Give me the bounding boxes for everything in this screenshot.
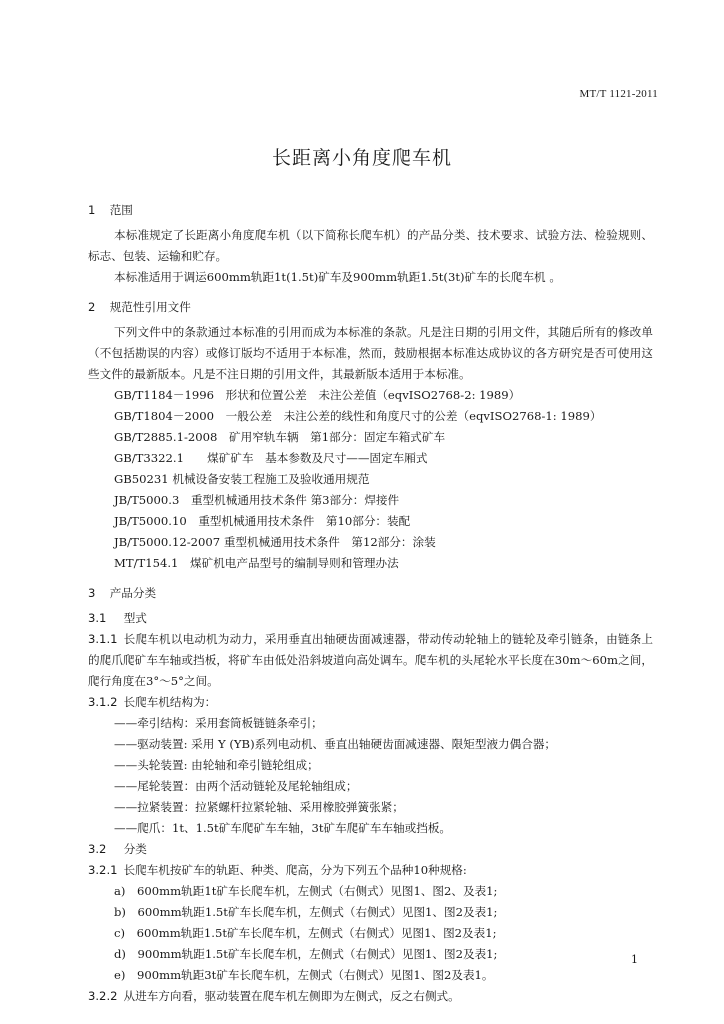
variant-item: e) 900mm轨距3t矿车长爬车机，左侧式（右侧式）见图1、图2及表1。 bbox=[114, 968, 494, 982]
clause-text: 长爬车机结构为： bbox=[123, 695, 217, 709]
section-number: 3 bbox=[88, 586, 96, 600]
standard-code: MT/T 1121-2011 bbox=[579, 88, 658, 100]
reference-item: JB/T5000.3 重型机械通用技术条件 第3部分：焊接件 bbox=[114, 493, 400, 507]
clause-number: 3.2 bbox=[88, 842, 107, 856]
reference-item: MT/T154.1 煤矿机电产品型号的编制导则和管理办法 bbox=[114, 556, 399, 570]
reference-item: GB/T1804－2000 一般公差 未注公差的线性和角度尺寸的公差（eqvISO2768-1: 1989） bbox=[114, 409, 602, 423]
section-title: 规范性引用文件 bbox=[109, 300, 191, 314]
document-body bbox=[88, 200, 653, 1007]
section-number: 1 bbox=[88, 203, 96, 217]
clause-number: 3.1.2 bbox=[88, 695, 118, 709]
clause-title: 分类 bbox=[123, 842, 147, 856]
references-intro-paragraph: 下列文件中的条款通过本标准的引用而成为本标准的条款。凡是注日期的引用文件，其随后所有的修改单（不包括勘误的内容）或修订版均不适用于本标准，然而，鼓励根据本标准达成协议的各方研究是否可使用这些文件的最新版本。凡是不注日期的引用文件，其最新版本适用于本标准。 bbox=[88, 325, 653, 381]
clause-number: 3.2.1 bbox=[88, 863, 118, 877]
page-number: 1 bbox=[631, 953, 638, 966]
structure-item: ——头轮装置: 由轮轴和牵引链轮组成； bbox=[114, 758, 319, 772]
clause-number: 3.1 bbox=[88, 611, 107, 625]
clause-text: 长爬车机以电动机为动力，采用垂直出轴硬齿面减速器，带动传动轮轴上的链轮及牵引链条，由链条上的爬爪爬矿车车轴或挡板，将矿车由低处沿斜坡道向高处调车。爬车机的头尾轮水平长度在30m～60m之间，爬行角度在3°～5°之间。 bbox=[88, 632, 653, 688]
clause-text: 从进车方向看，驱动装置在爬车机左侧即为左侧式，反之右侧式。 bbox=[123, 989, 460, 1003]
scope-paragraph-2: 本标准适用于调运600mm轨距1t(1.5t)矿车及900mm轨距1.5t(3t)矿车的长爬车机 。 bbox=[114, 270, 561, 284]
reference-item: GB/T1184－1996 形状和位置公差 未注公差值（eqvISO2768-2: 1989） bbox=[114, 388, 521, 402]
section-2-heading bbox=[88, 297, 653, 318]
variant-item: a) 600mm轨距1t矿车长爬车机，左侧式（右侧式）见图1、图2、及表1; bbox=[114, 884, 498, 898]
structure-item: ——拉紧装置：拉紧螺杆拉紧轮轴、采用橡胶弹簧张紧； bbox=[114, 800, 404, 814]
document-title: 长距离小角度爬车机 bbox=[271, 147, 452, 169]
clause-number: 3.2.2 bbox=[88, 989, 118, 1003]
reference-item: JB/T5000.10 重型机械通用技术条件 第10部分：装配 bbox=[114, 514, 411, 528]
reference-item: GB50231 机械设备安装工程施工及验收通用规范 bbox=[114, 472, 370, 486]
section-title: 产品分类 bbox=[109, 586, 157, 600]
structure-item: ——牵引结构：采用套筒板链链条牵引； bbox=[114, 716, 323, 730]
scope-paragraph-1: 本标准规定了长距离小角度爬车机（以下简称长爬车机）的产品分类、技术要求、试验方法、检验规则、标志、包装、运输和贮存。 bbox=[88, 228, 653, 263]
section-3-heading bbox=[88, 583, 653, 604]
clause-number: 3.1.1 bbox=[88, 632, 118, 646]
clause-3-2-2 bbox=[88, 986, 653, 1007]
reference-item: GB/T2885.1-2008 矿用窄轨车辆 第1部分：固定车箱式矿车 bbox=[114, 430, 446, 444]
section-number: 2 bbox=[88, 300, 96, 314]
structure-item: ——驱动装置: 采用 Y (YB)系列电动机、垂直出轴硬齿面减速器、限矩型液力偶合器； bbox=[114, 737, 557, 751]
clause-3-2-1 bbox=[88, 860, 653, 881]
clause-3-1-2 bbox=[88, 692, 653, 713]
variant-item: c) 600mm轨距1.5t矿车长爬车机，左侧式（右侧式）见图1、图2及表1; bbox=[114, 926, 497, 940]
reference-item: JB/T5000.12-2007 重型机械通用技术条件 第12部分：涂装 bbox=[114, 535, 436, 549]
reference-item: GB/T3322.1 煤矿矿车 基本参数及尺寸——固定车厢式 bbox=[114, 451, 428, 465]
section-title: 范围 bbox=[109, 203, 133, 217]
clause-text: 长爬车机按矿车的轨距、种类、爬高，分为下列五个品种10种规格: bbox=[123, 863, 467, 877]
variant-item: d) 900mm轨距1.5t矿车长爬车机，左侧式（右侧式）见图1、图2及表1; bbox=[114, 947, 498, 961]
clause-3-2-heading bbox=[88, 839, 653, 860]
structure-item: ——爬爪：1t、1.5t矿车爬矿车车轴，3t矿车爬矿车车轴或挡板。 bbox=[114, 821, 452, 835]
clause-3-1-1 bbox=[88, 629, 653, 692]
clause-title: 型式 bbox=[123, 611, 147, 625]
section-1-heading bbox=[88, 200, 653, 221]
structure-item: ——尾轮装置：由两个活动链轮及尾轮轴组成； bbox=[114, 779, 358, 793]
clause-3-1-heading bbox=[88, 608, 653, 629]
variant-item: b) 600mm轨距1.5t矿车长爬车机，左侧式（右侧式）见图1、图2及表1; bbox=[114, 905, 498, 919]
